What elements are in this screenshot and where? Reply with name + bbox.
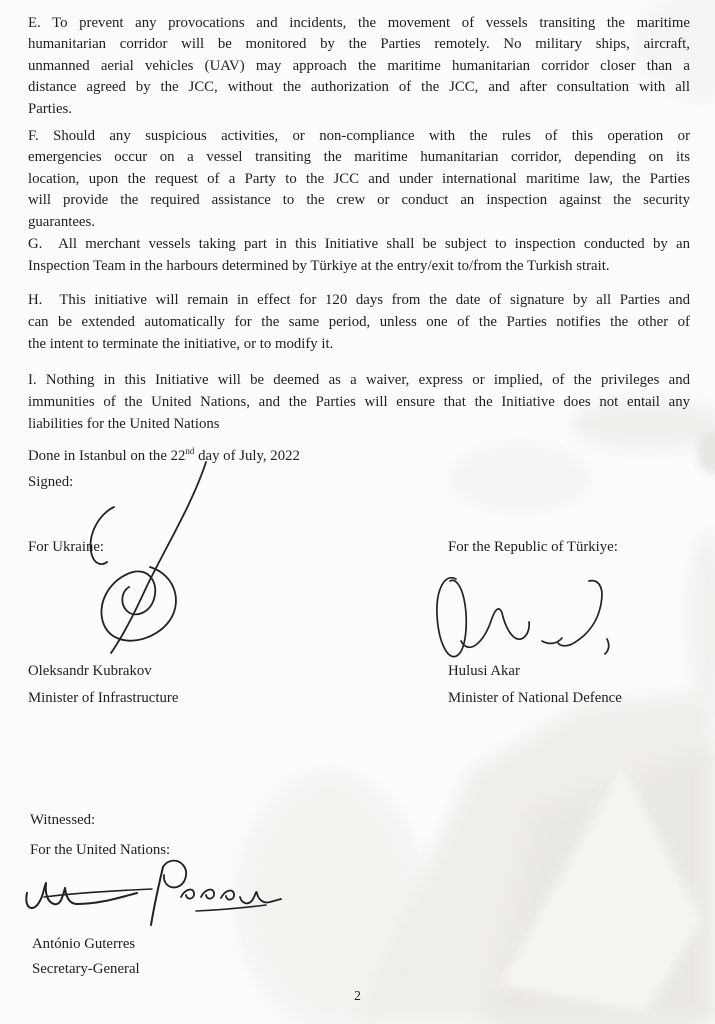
paragraph-e-line: distance agreed by the JCC, without the authorization of the JCC, and after consultation with all (28, 79, 690, 96)
paragraph-h (28, 289, 690, 356)
paragraph-f-line: emergencies occur on a vessel transiting the maritime humanitarian corridor, depending on its (28, 149, 690, 166)
paragraph-e-line: humanitarian corridor will be monitored by the Parties remotely. No military ships, aircraft, (28, 36, 690, 53)
done-in-istanbul-line (28, 446, 300, 465)
paragraph-e-line: Parties. (28, 100, 72, 117)
done-line-text: Done in Istanbul on the 22 (28, 448, 186, 464)
paragraph-g-line: G. All merchant vessels taking part in this Initiative shall be subject to inspection conducted by an (28, 236, 690, 252)
paragraph-g (28, 234, 690, 277)
paragraph-f-line: F. Should any suspicious activities, or non-compliance with the rules of this operation or (28, 128, 690, 144)
paragraph-i-line: I. Nothing in this Initiative will be deemed as a waiver, express or implied, of the privileges and (28, 372, 690, 388)
paragraph-h-line: the intent to terminate the initiative, or to modify it. (28, 336, 334, 353)
turkiye-signatory-title: Minister of National Defence (448, 690, 622, 706)
paragraph-e (28, 13, 690, 120)
paragraph-h-line: can be extended automatically for the same period, unless one of the Parties notifies the other of (28, 314, 690, 331)
paragraph-f (28, 126, 690, 233)
paragraph-i-line: immunities of the United Nations, and the Parties will ensure that the Initiative does not entail any (28, 394, 690, 411)
ukraine-signatory-title: Minister of Infrastructure (28, 690, 179, 706)
for-united-nations-label: For the United Nations: (30, 842, 171, 858)
un-witness-name: António Guterres (32, 936, 136, 952)
paragraph-h-line: H. This initiative will remain in effect for 120 days from the date of signature by all Parties and (28, 292, 690, 308)
paragraph-i (28, 369, 690, 436)
ukraine-signatory-name: Oleksandr Kubrakov (28, 663, 152, 679)
page-number: 2 (354, 988, 361, 1003)
paragraph-f-line: guarantees. (28, 213, 95, 230)
paragraph-g-line: Inspection Team in the harbours determined by Türkiye at the entry/exit to/from the Turkish strait. (28, 257, 610, 274)
un-witness-title: Secretary-General (32, 961, 140, 977)
paragraph-f-line: will provide the required assistance to the crew or conduct an inspection against the security (28, 192, 690, 209)
signed-label: Signed: (28, 474, 74, 490)
witnessed-label: Witnessed: (30, 812, 96, 828)
ordinal-superscript: nd (185, 446, 195, 456)
paragraph-i-line: liabilities for the United Nations (28, 416, 220, 433)
turkiye-signatory-name: Hulusi Akar (448, 663, 520, 679)
done-line-text: day of July, 2022 (194, 448, 300, 464)
paragraph-e-line: E. To prevent any provocations and incidents, the movement of vessels transiting the maritime (28, 15, 690, 31)
for-ukraine-label: For Ukraine: (28, 539, 105, 555)
for-turkiye-label: For the Republic of Türkiye: (448, 539, 618, 555)
paragraph-f-line: location, upon the request of a Party to the JCC and under international maritime law, the Parties (28, 170, 690, 187)
paragraph-e-line: unmanned aerial vehicles (UAV) may approach the maritime humanitarian corridor closer than a (28, 57, 690, 74)
